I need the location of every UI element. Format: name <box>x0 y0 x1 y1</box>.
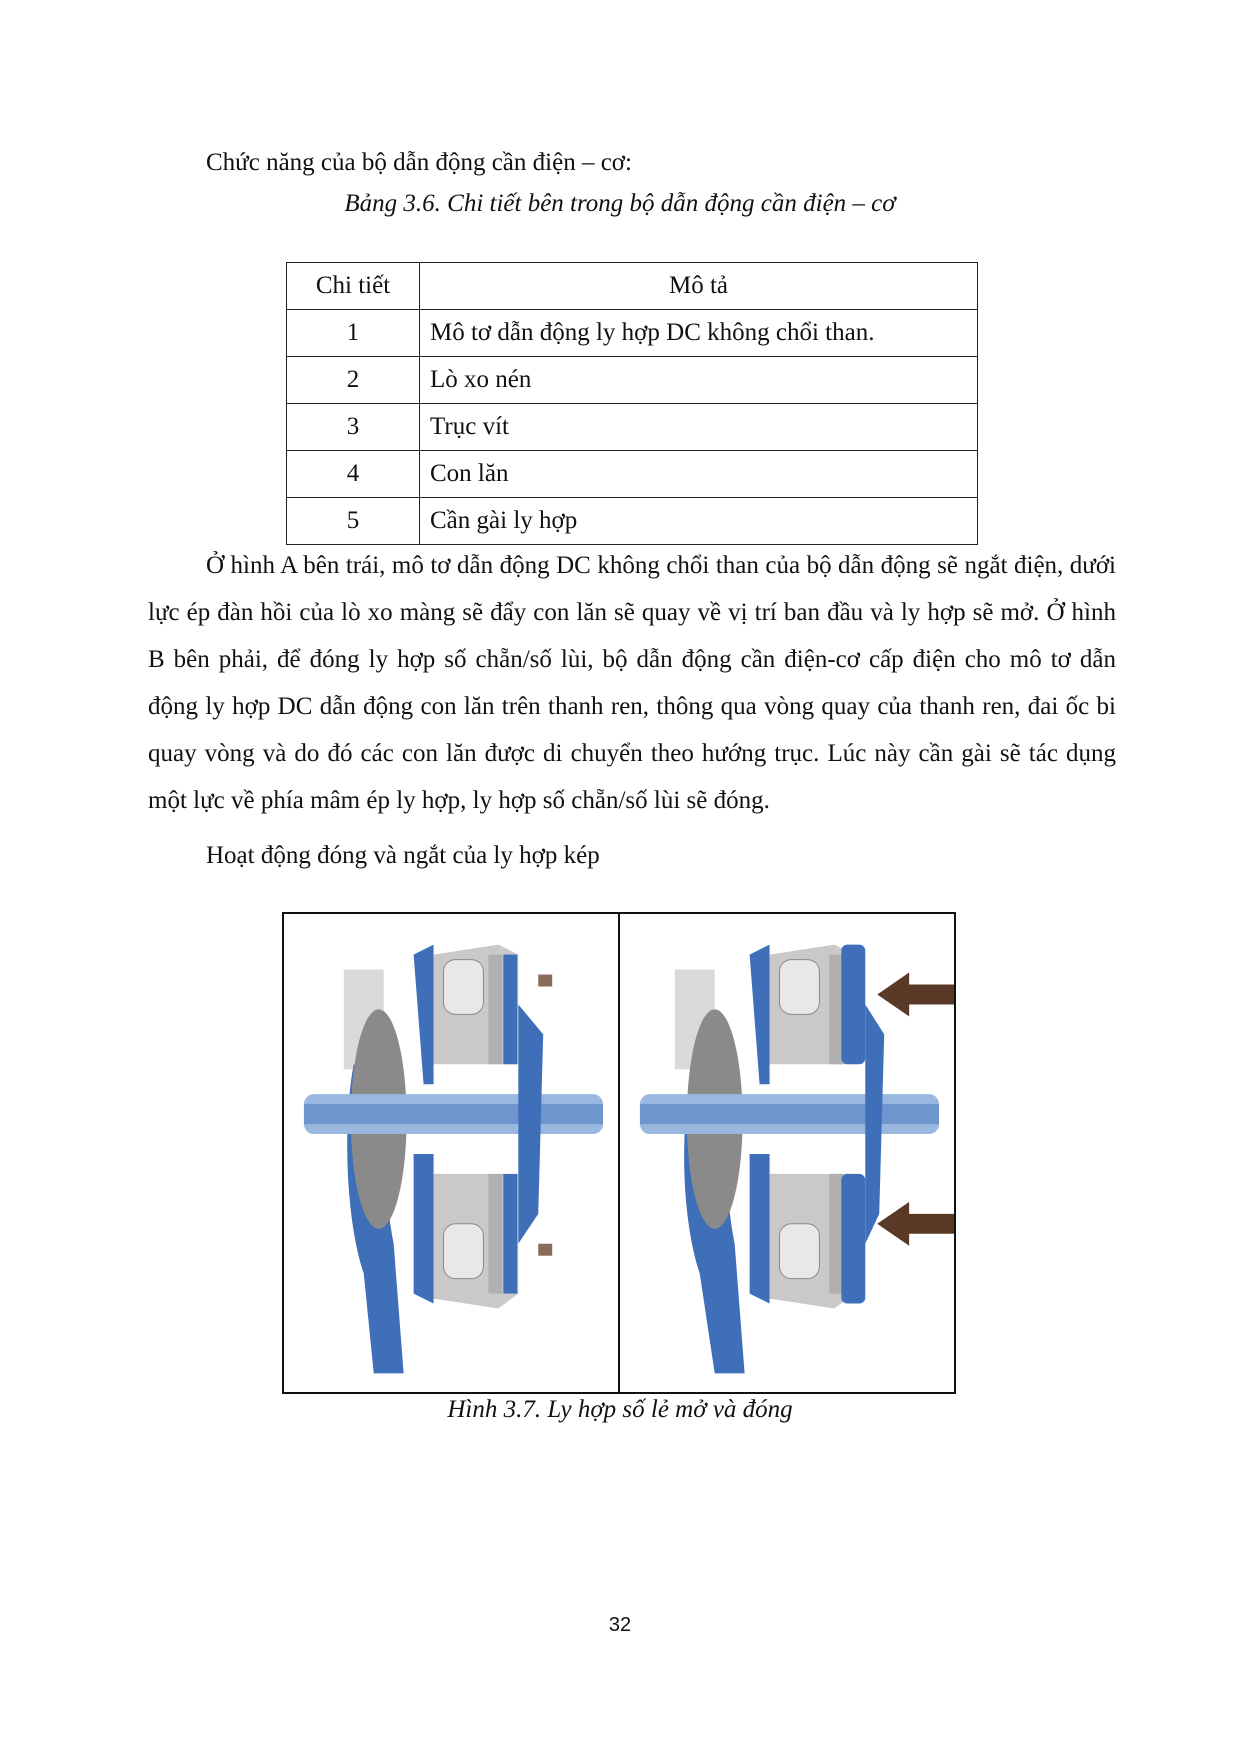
figure-caption: Hình 3.7. Ly hợp số lẻ mở và đóng <box>447 1396 793 1423</box>
table-header-row <box>287 263 978 310</box>
clutch-closed-illustration <box>620 914 954 1392</box>
row-id: 2 <box>287 357 420 404</box>
table-row <box>287 357 978 404</box>
row-desc: Cần gài ly hợp <box>420 498 978 545</box>
table-row <box>287 498 978 545</box>
table-caption: Bảng 3.6. Chi tiết bên trong bộ dẫn động cần điện – cơ <box>344 190 896 217</box>
table-row <box>287 404 978 451</box>
row-desc: Con lăn <box>420 451 978 498</box>
row-desc: Lò xo nén <box>420 357 978 404</box>
row-id: 1 <box>287 310 420 357</box>
body-paragraph: Ở hình A bên trái, mô tơ dẫn động DC không chổi than của bộ dẫn động sẽ ngắt điện, dưới lực ép đàn hồi của lò xo màng sẽ đẩy con lăn sẽ quay về vị trí ban đầu và ly hợp sẽ mở. Ở hình B bên phải, để đóng ly hợp số chẵn/số lùi, bộ dẫn động cần điện-cơ cấp điện cho mô tơ dẫn động ly hợp DC dẫn động con lăn trên thanh ren, thông qua vòng quay của thanh ren, đai ốc bi quay vòng và do đó các con lăn được di chuyển theo hướng trục. Lúc này cần gài sẽ tác dụng một lực về phía mâm ép ly hợp, ly hợp số chẵn/số lùi sẽ đóng. <box>148 552 1116 814</box>
intro-text: Chức năng của bộ dẫn động cần điện – cơ: <box>206 149 632 176</box>
header-detail: Chi tiết <box>287 263 420 310</box>
detail-table <box>286 262 978 545</box>
row-desc: Mô tơ dẫn động ly hợp DC không chổi than. <box>420 310 978 357</box>
header-description: Mô tả <box>420 263 978 310</box>
table-row <box>287 451 978 498</box>
clutch-figure <box>282 912 956 1394</box>
figure-panel-closed <box>618 914 954 1392</box>
figure-panel-open <box>284 914 618 1392</box>
subheading: Hoạt động đóng và ngắt của ly hợp kép <box>206 842 600 869</box>
row-id: 3 <box>287 404 420 451</box>
table-row <box>287 310 978 357</box>
page-number: 32 <box>608 1614 632 1636</box>
row-desc: Trục vít <box>420 404 978 451</box>
row-id: 5 <box>287 498 420 545</box>
row-id: 4 <box>287 451 420 498</box>
clutch-open-illustration <box>284 914 618 1392</box>
